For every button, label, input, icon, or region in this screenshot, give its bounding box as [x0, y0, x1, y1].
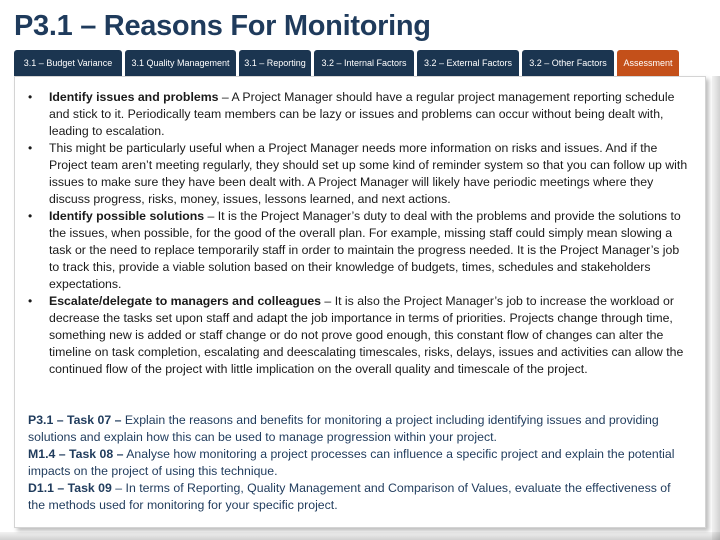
- bullet-item: [28, 140, 688, 208]
- bullet-marker: •: [28, 209, 33, 223]
- task-heading: M1.4 – Task 08 –: [28, 447, 124, 461]
- tab-reporting[interactable]: 3.1 – Reporting: [239, 50, 311, 76]
- task-heading: D1.1 – Task 09: [28, 481, 112, 495]
- tab-quality-management[interactable]: 3.1 Quality Management: [125, 50, 236, 76]
- task-text: Analyse how monitoring a project processes can influence a specific project and explain the potential impacts on the project of using this technique.: [28, 447, 675, 478]
- bullet-item: [28, 208, 688, 293]
- page-title: P3.1 – Reasons For Monitoring: [14, 10, 431, 42]
- bullet-heading: Identify possible solutions: [49, 209, 205, 223]
- task-text: – In terms of Reporting, Quality Management and Comparison of Values, evaluate the effectiveness of the methods used for monitoring for your specific project.: [28, 481, 671, 512]
- task-text: Explain the reasons and benefits for monitoring a project including identifying issues and providing solutions and explain how this can be used to manage progression within your project.: [28, 413, 659, 444]
- bullet-marker: •: [28, 141, 33, 155]
- frame-shadow-bottom: [0, 532, 720, 540]
- task-item: [28, 412, 688, 446]
- bullet-item: [28, 89, 688, 140]
- bullet-text: – It is also the Project Manager’s job to increase the workload or decrease the tasks set upon staff and adapt the job importance in terms of priorities. Projects change through time, something new is added or staff change or do not prove good enough, this constant flow of changes can alter the timeline on task completion, escalating and deescalating timescales, risks, delays, issues and activities can allow the continued flow of the project with little implication on the overall quality and timescale of the project.: [49, 294, 684, 376]
- task-list: [28, 412, 688, 514]
- bullet-text: This might be particularly useful when a Project Manager needs more information on risks and issues. And if the Project team aren’t meeting regularly, they should set up some kind of reminder system so that you can follow up with issues to make sure they have been dealt with. A Project Manager will likely have periodic meetings where they discuss progress, risks, money, issues, lessons learned, and next actions.: [49, 141, 688, 206]
- bullet-text: – A Project Manager should have a regular project management reporting schedule and stick to it. Periodically team members can be lazy or issues and problems can occur without being dealt with, leading to escalation.: [49, 90, 675, 138]
- tab-external-factors[interactable]: 3.2 – External Factors: [417, 50, 519, 76]
- tab-internal-factors[interactable]: 3.2 – Internal Factors: [314, 50, 414, 76]
- bullet-text: – It is the Project Manager’s duty to deal with the problems and provide the solutions to the issues, when possible, for the good of the overall plan. For example, missing staff could simply mean slowing a task or the need to replace temporarily staff in order to maintain the progress needed. It is the Project Manager’s job to track this, provide a viable solution based on their knowledge of budgets, times, schedules and stakeholders expectations.: [49, 209, 681, 291]
- tab-other-factors[interactable]: 3.2 – Other Factors: [522, 50, 614, 76]
- task-heading: P3.1 – Task 07 –: [28, 413, 122, 427]
- tab-bar: [14, 50, 714, 76]
- tab-assessment[interactable]: Assessment: [617, 50, 679, 76]
- bullet-marker: •: [28, 90, 33, 104]
- task-item: [28, 446, 688, 480]
- bullet-heading: Escalate/delegate to managers and colleagues: [49, 294, 322, 308]
- bullet-list: [28, 89, 688, 378]
- task-item: [28, 480, 688, 514]
- bullet-item: [28, 293, 688, 378]
- frame-shadow-right: [712, 76, 720, 540]
- tab-budget-variance[interactable]: 3.1 – Budget Variance: [14, 50, 122, 76]
- bullet-heading: Identify issues and problems: [49, 90, 219, 104]
- bullet-marker: •: [28, 294, 33, 308]
